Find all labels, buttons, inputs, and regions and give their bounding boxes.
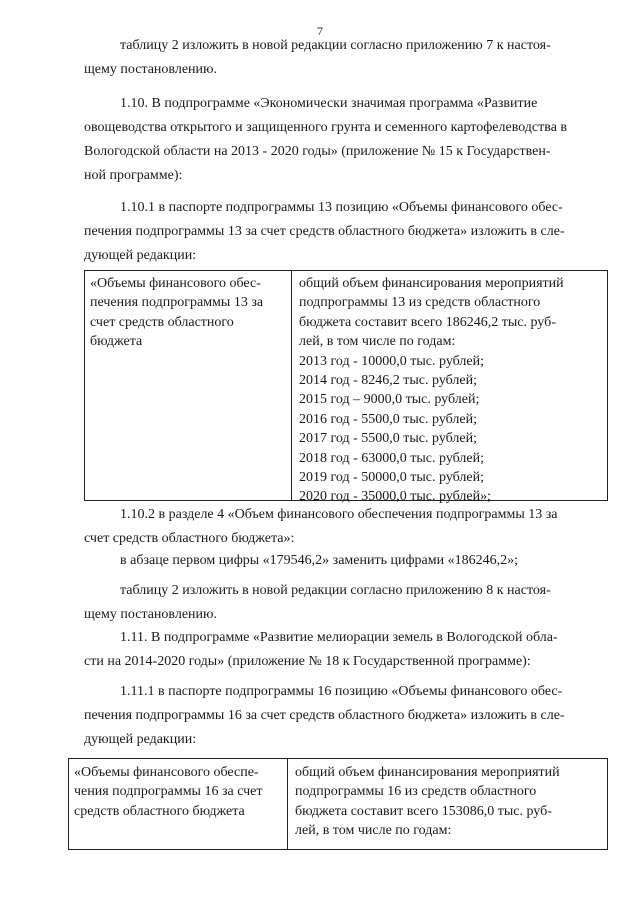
table-divider	[287, 759, 288, 849]
text-line: сти на 2014-2020 годы» (приложение № 18 к Государственной программе):	[84, 654, 531, 669]
text-line: щему постановлению.	[84, 607, 217, 622]
text-line: щему постановлению.	[84, 62, 217, 77]
text-line: 1.11.1 в паспорте подпрограммы 16 позицию «Объемы финансового обес-	[120, 684, 563, 699]
paragraph-table2-appendix7	[84, 34, 610, 82]
text-line: 1.10.2 в разделе 4 «Объем финансового обеспечения подпрограммы 13 за	[120, 507, 558, 522]
table-cell-label: «Объемы финансового обеспе- чения подпрограммы 16 за счет средств областного бюджета	[74, 765, 263, 819]
text-line: счет средств областного бюджета»:	[84, 531, 295, 546]
text-line: 1.10. В подпрограмме «Экономически значимая программа «Развитие	[120, 96, 538, 111]
table-cell-label: «Объемы финансового обес- печения подпрограммы 13 за счет средств областного бюджета	[90, 276, 264, 350]
paragraph-1-10-2	[84, 503, 610, 551]
table-cell-value: общий объем финансирования мероприятий подпрограммы 13 из средств областного бюджета составит всего 186246,2 тыс. руб- лей, в том числе по годам: 2013 год - 10000,0 тыс. рублей; 2014 год - 8246,2 тыс. рублей; 2015 год – 9000,0 тыс. рублей; 2016 год - 5500,0 тыс. рублей; 2017 год - 5500,0 тыс. рублей; 2018 год - 63000,0 тыс. рублей; 2019 год - 50000,0 тыс. рублей; 2020 год - 35000,0 тыс. рублей»;	[299, 276, 564, 505]
text-line: овощеводства открытого и защищенного грунта и семенного картофелеводства в	[84, 120, 568, 135]
financing-table-subprogram-16	[68, 758, 608, 850]
table-cell-value: общий объем финансирования мероприятий подпрограммы 16 из средств областного бюджета составит всего 153086,0 тыс. руб- лей, в том числе по годам:	[295, 765, 560, 839]
text-line: дующей редакции:	[84, 248, 197, 263]
paragraph-1-10	[84, 92, 610, 188]
text-line: печения подпрограммы 13 за счет средств областного бюджета» изложить в сле-	[84, 224, 565, 239]
text-line: 1.11. В подпрограмме «Развитие мелиорации земель в Вологодской обла-	[120, 630, 558, 645]
paragraph-1-10-1	[84, 196, 610, 268]
table-divider	[291, 271, 292, 500]
text-line: дующей редакции:	[84, 732, 197, 747]
text-line: ной программе):	[84, 168, 183, 183]
page-number: 7	[317, 24, 323, 38]
text-line: таблицу 2 изложить в новой редакции согласно приложению 8 к настоя-	[120, 583, 551, 598]
paragraph-1-11-1	[84, 680, 610, 752]
paragraph-abzac-replace: в абзаце первом цифры «179546,2» заменить цифрами «186246,2»;	[120, 553, 518, 568]
text-line: 1.10.1 в паспорте подпрограммы 13 позицию «Объемы финансового обес-	[120, 200, 563, 215]
text-line: Вологодской области на 2013 - 2020 годы» (приложение № 15 к Государствен-	[84, 144, 551, 159]
text-line: таблицу 2 изложить в новой редакции согласно приложению 7 к настоя-	[120, 38, 551, 53]
text-line: печения подпрограммы 16 за счет средств областного бюджета» изложить в сле-	[84, 708, 565, 723]
financing-table-subprogram-13	[84, 270, 608, 505]
paragraph-table2-appendix8	[84, 579, 610, 627]
paragraph-1-11	[84, 626, 610, 674]
